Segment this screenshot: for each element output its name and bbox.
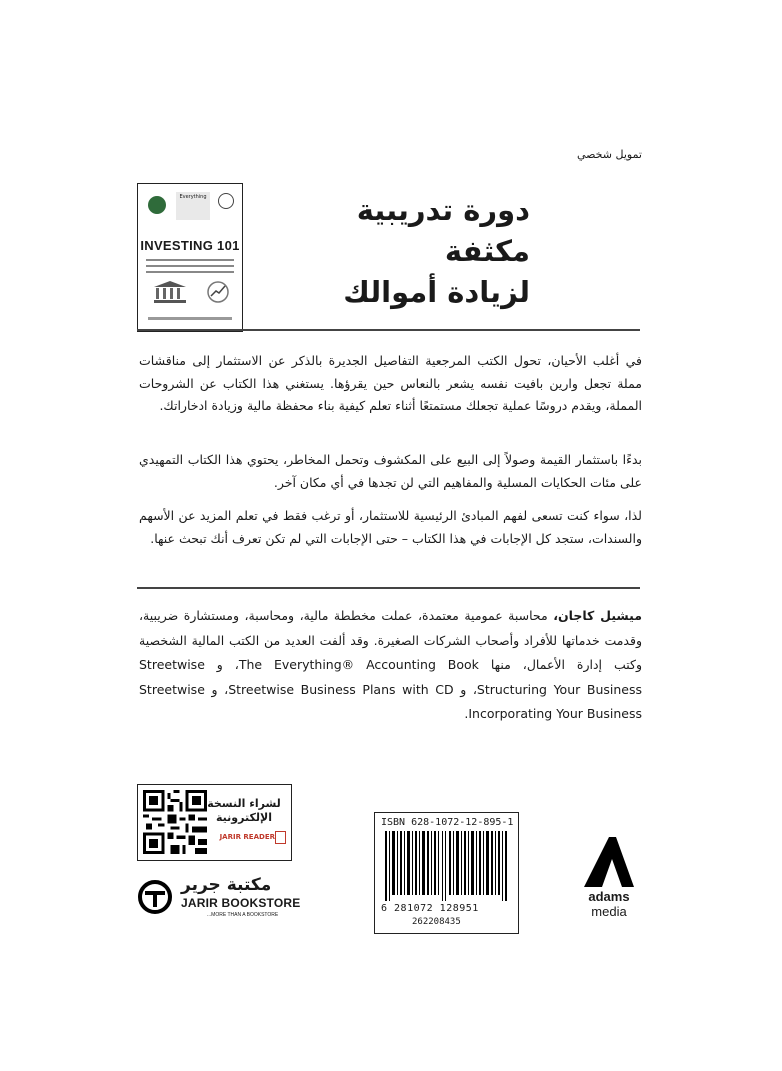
author-name: ميشيل كاجان، (553, 608, 642, 623)
bookstore-english-name: JARIR BOOKSTORE (181, 896, 301, 910)
barcode-digits: 6 281072 128951 (381, 903, 479, 914)
bookstore-tagline: ...MORE THAN A BOOKSTORE (207, 912, 279, 918)
category-label: تمويل شخصي (576, 148, 642, 161)
purchase-line: الإلكترونية (216, 811, 272, 824)
divider (137, 587, 640, 589)
ebook-purchase-text (205, 797, 283, 825)
ebook-purchase-box[interactable] (137, 784, 292, 861)
isbn-barcode (374, 812, 519, 934)
jarir-logo-icon (137, 879, 173, 915)
publisher-logo (578, 837, 640, 919)
barcode-code: 262208435 (412, 917, 461, 927)
bank-building-icon (152, 280, 188, 304)
badge-icon (148, 196, 166, 214)
author-bio-text: محاسبة عمومية معتمدة، عملت مخططة مالية، ومحاسبة، ومستشارة ضريبية، وقدمت خدماتها للأفراد وأصحاب الشركات الصغيرة. وقد ألفت العديد من الكتب المالية الشخصية وكتب إدارة الأعمال، منها The Everything® Accounting Book، و Streetwise Structuring Your Business، و Streetwise Business Plans with CD، و Streetwise Incorporating Your Business. (139, 608, 642, 721)
jarir-reader-label: JARIR READER (219, 833, 275, 841)
purchase-line: لشراء النسخة (207, 797, 281, 810)
description-paragraph: بدءًا باستثمار القيمة وصولاً إلى البيع على المكشوف وتحمل المخاطر، يحتوي هذا الكتاب التمهيدي على مئات الحكايات المسلية والمفاهيم التي لن تجدها في أي مكان آخر. (139, 452, 642, 490)
divider (137, 329, 640, 331)
title-line: مكثفة (444, 234, 530, 268)
adams-media-logo-icon (582, 837, 636, 887)
cover-title: INVESTING 101 (140, 238, 240, 253)
author-bio (139, 604, 642, 727)
description-paragraph: لذا، سواء كنت تسعى لفهم المبادئ الرئيسية للاستثمار، أو ترغب فقط في تعلم المزيد عن الأسهم والسندات، ستجد كل الإجابات في هذا الكتاب – حتى الإجابات التي لم تكن تعرف أنك تبحث عنها. (139, 508, 642, 546)
description-paragraph: في أغلب الأحيان، تحول الكتب المرجعية التفاصيل الجديرة بالذكر عن الاستثمار إلى مناقشات مملة تجعل وارين بافيت نفسه يشعر بالنعاس حين يقرؤها. يستغني هذا الكتاب عن الشروحات المملة، ويقدم دروسًا عملية تجعلك مستمتعًا أثناء تعلم كيفية بناء محفظة مالية وزيادة ادخاراتك. (139, 353, 642, 413)
book-icon (275, 831, 286, 844)
book-title (190, 190, 530, 313)
isbn-number: ISBN 628-1072-12-895-1 (381, 817, 514, 828)
publisher-name-line: media (591, 904, 627, 919)
title-line: لزيادة أموالك (343, 275, 530, 309)
publisher-name-line: adams (588, 889, 630, 904)
qr-code-icon[interactable] (143, 790, 207, 854)
cover-author-line (148, 317, 232, 320)
title-line: دورة تدريبية (356, 193, 530, 227)
bookstore-arabic-name: مكتبة جرير (181, 875, 272, 895)
barcode-icon (385, 831, 507, 901)
jarir-bookstore-logo (137, 875, 309, 921)
cover-badge-text: Everything (176, 192, 210, 220)
